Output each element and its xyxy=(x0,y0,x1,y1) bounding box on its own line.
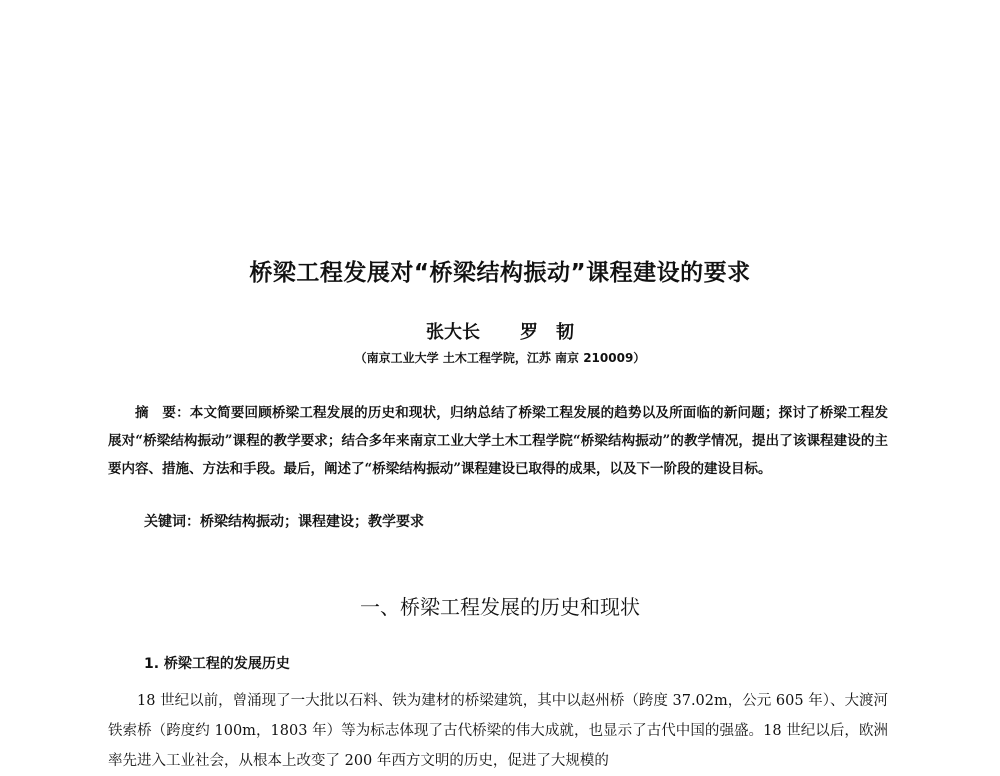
paper-title: 桥梁工程发展对“桥梁结构振动”课程建设的要求 xyxy=(249,260,751,286)
abstract-label: 摘 要： xyxy=(135,405,190,421)
affiliation: （南京工业大学 土木工程学院，江苏 南京 210009） xyxy=(354,351,646,365)
author-name: 罗 韧 xyxy=(520,322,574,343)
subsection-title: 1. 桥梁工程的发展历史 xyxy=(144,656,290,672)
author-name: 张大长 xyxy=(426,322,480,343)
keywords-label: 关键词： xyxy=(144,514,200,530)
body-paragraph: 18 世纪以前，曾涌现了一大批以石料、铁为建材的桥梁建筑，其中以赵州桥（跨度 37.02m，公元 605 年）、大渡河铁索桥（跨度约 100m，1803 年）等为标志体现了古代桥梁的伟大成就，也显示了古代中国的强盛。18 世纪以后，欧洲率先进入工业社会，从根本上改变了 200 年西方文明的历史，促进了大规模的 xyxy=(108,693,888,769)
abstract xyxy=(108,399,888,483)
keywords xyxy=(144,511,424,531)
author-list xyxy=(0,318,1000,344)
section-title: 一、桥梁工程发展的历史和现状 xyxy=(360,595,640,619)
abstract-text: 本文简要回顾桥梁工程发展的历史和现状，归纳总结了桥梁工程发展的趋势以及所面临的新问题；探讨了桥梁工程发展对“桥梁结构振动”课程的教学要求；结合多年来南京工业大学土木工程学院“桥梁结构振动”的教学情况，提出了该课程建设的主要内容、措施、方法和手段。最后，阐述了“桥梁结构振动”课程建设已取得的成果，以及下一阶段的建设目标。 xyxy=(108,405,889,477)
keywords-text: 桥梁结构振动；课程建设；教学要求 xyxy=(200,514,424,530)
